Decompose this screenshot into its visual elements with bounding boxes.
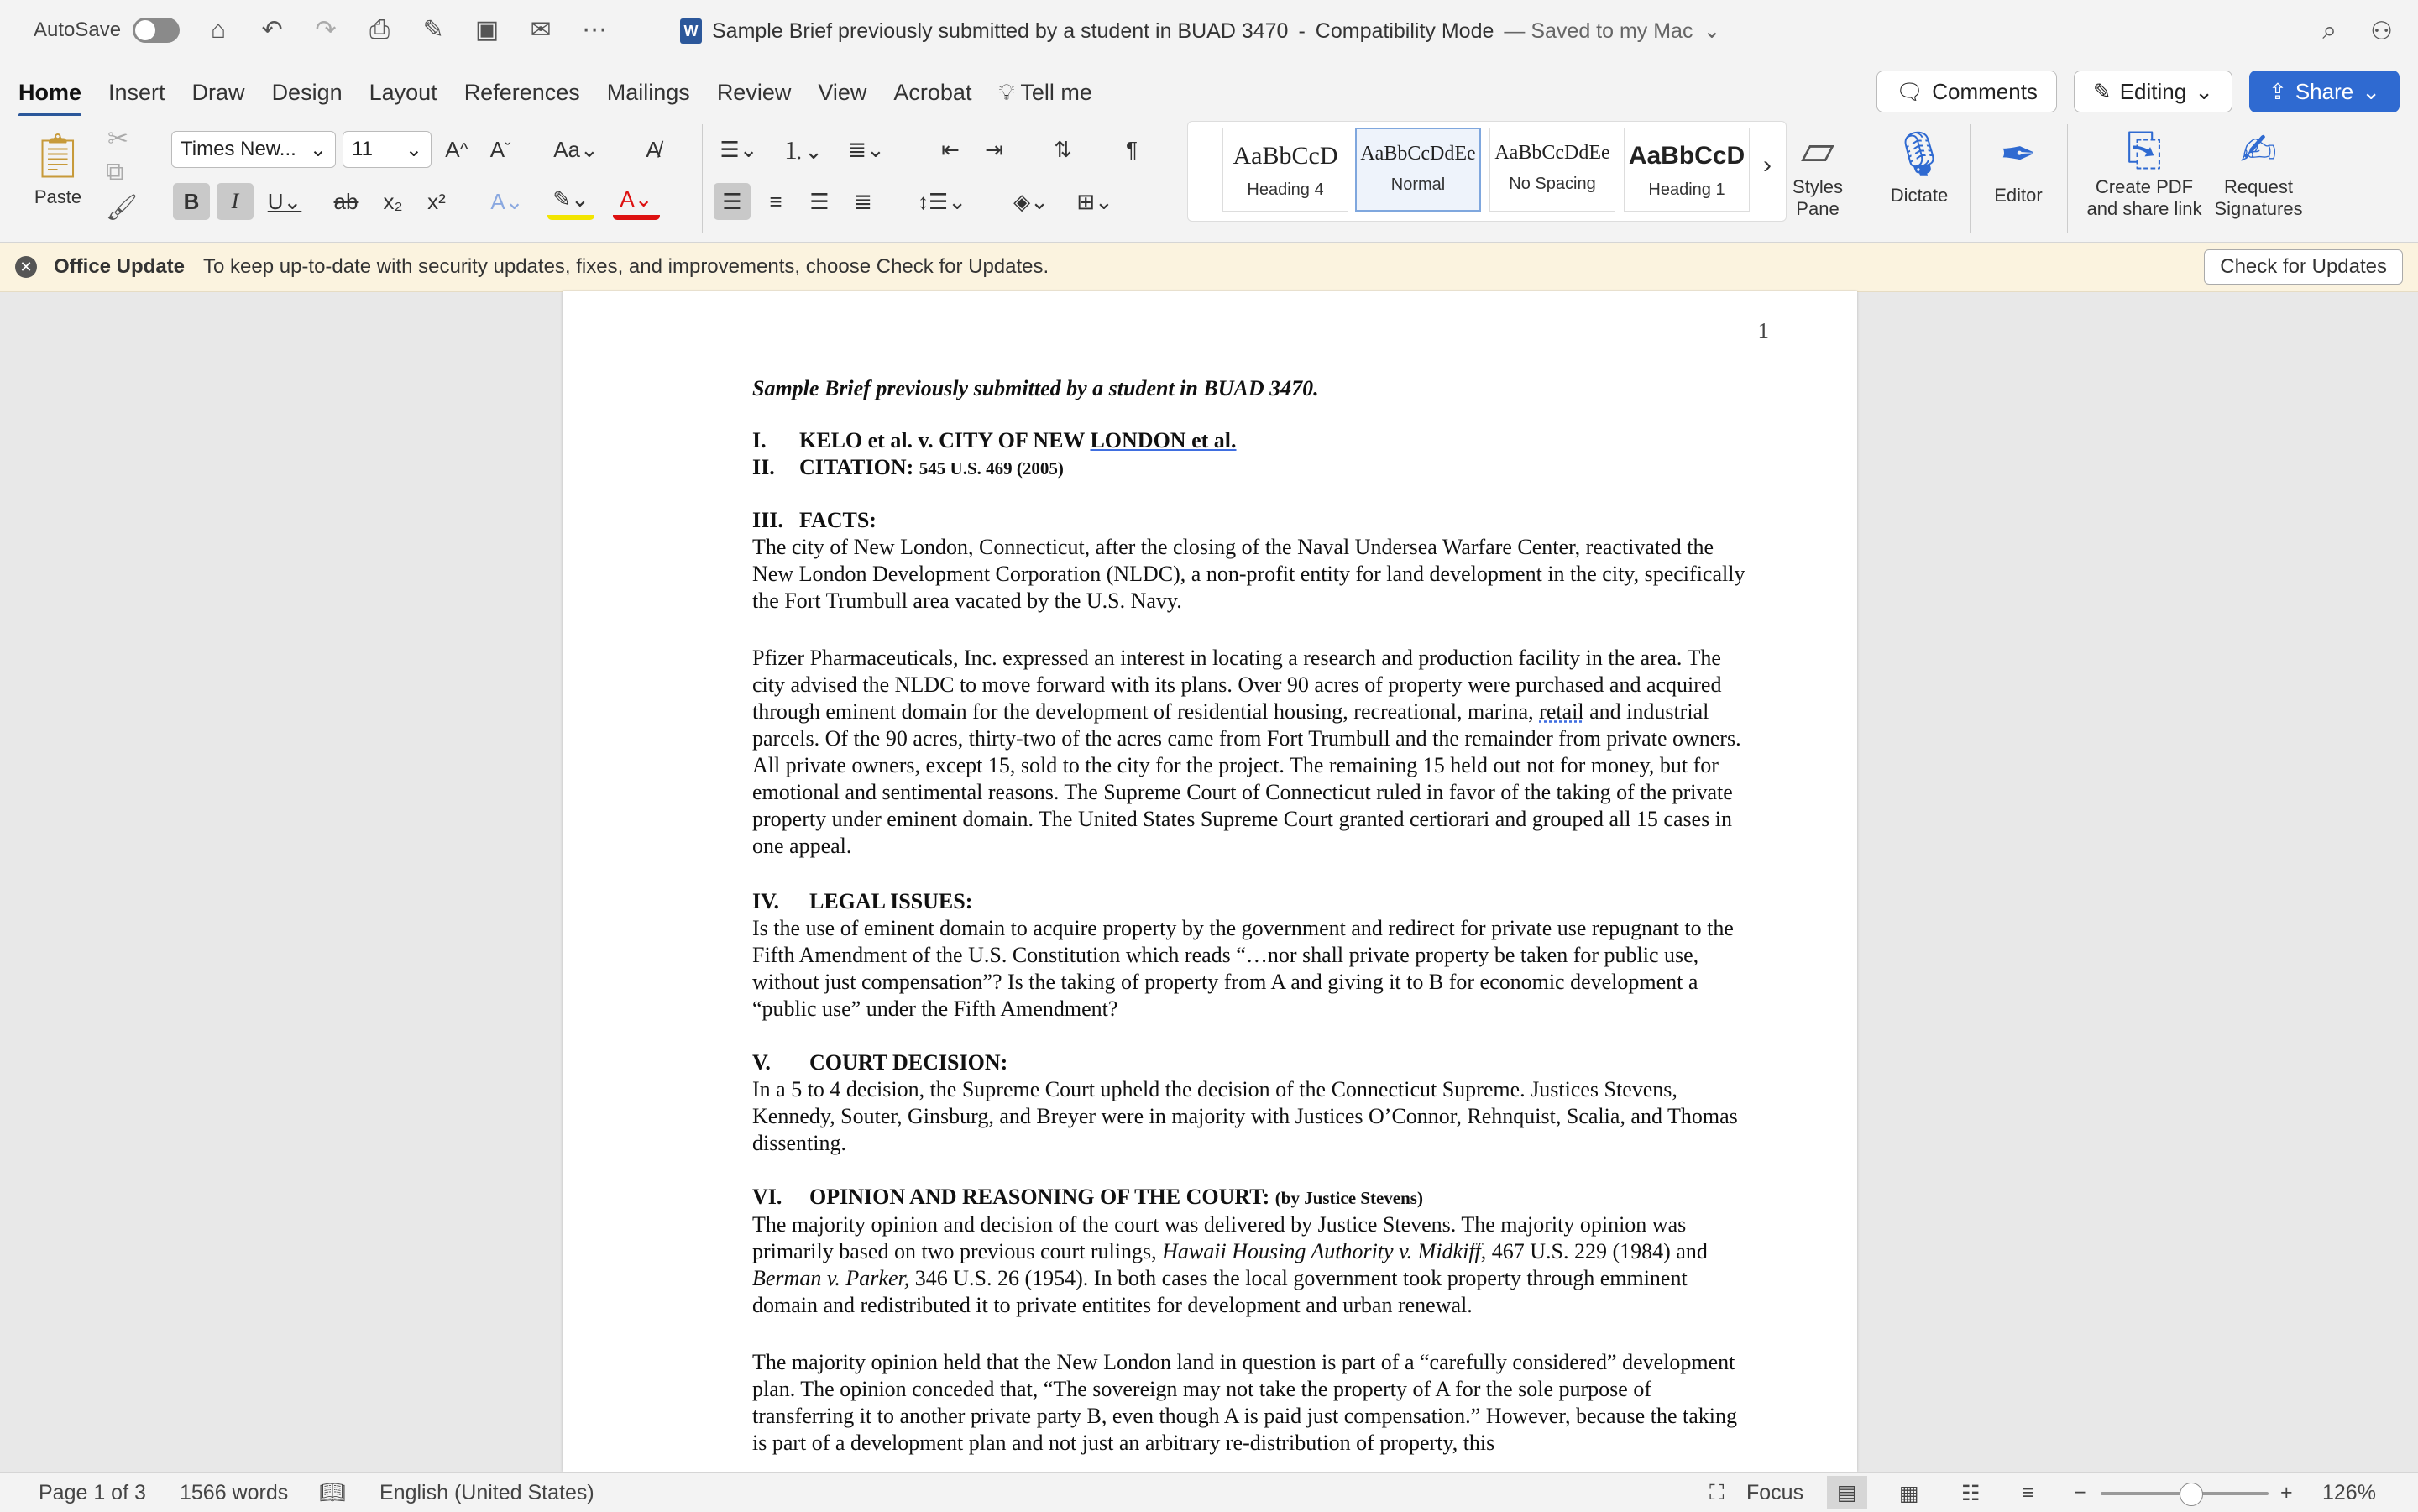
justify-button[interactable]: ≣ [854,188,872,214]
bold-button[interactable]: B [173,183,210,220]
heading-text: COURT DECISION: [809,1050,1008,1075]
shading-icon[interactable]: ◈⌄ [1013,188,1049,214]
facts-p2-part-a: Pfizer Pharmaceuticals, Inc. expressed an interest in locating a research and production facility in the area. The city advised the NLDC to move forward with its plans. Over 90 acres of property were purchased and acquired through eminent domain for the development of residential housing, recreational, marina, [752,646,1722,724]
case-name-b: LONDON et al. [1090,428,1237,453]
signature-icon: ✍ [2240,126,2277,175]
style-no-spacing[interactable] [1489,128,1615,212]
tab-design[interactable]: Design [271,80,343,105]
request-sig-label-2: Signatures [2214,198,2303,219]
line-spacing-icon[interactable]: ↕☰⌄ [917,188,967,214]
highlight-icon[interactable]: ✎⌄ [547,183,594,220]
tab-home[interactable]: Home [18,74,108,111]
zoom-in-icon[interactable]: + [2280,1481,2293,1504]
window-title[interactable] [680,18,1720,44]
font-size-value: 11 [352,138,373,160]
home-ribbon [0,116,2418,243]
document-title: Sample Brief previously submitted by a student in BUAD 3470 [712,18,1289,43]
style-label: Heading 1 [1648,180,1725,199]
facts-p2-flagged-word: retail [1539,699,1584,724]
compatibility-mode: Compatibility Mode [1315,18,1494,43]
paste-button[interactable] [20,126,96,208]
tab-draw[interactable]: Draw [191,80,245,105]
subscript-button[interactable]: x₂ [383,188,403,214]
draft-icon[interactable]: ≡ [2022,1481,2034,1504]
heading-text: OPINION AND REASONING OF THE COURT: [809,1185,1275,1209]
tell-me[interactable] [998,74,1118,111]
heading-text: LEGAL ISSUES: [809,889,973,913]
multilevel-list-icon[interactable]: ≣⌄ [848,136,885,162]
print-layout-icon[interactable]: ▤ [1827,1476,1867,1509]
heading-court-decision [752,1049,1751,1076]
change-case-icon[interactable]: Aa⌄ [553,136,599,162]
proofing-icon[interactable]: 📖︎ [319,1481,346,1504]
chevron-right-icon[interactable]: › [1763,151,1772,179]
focus-icon[interactable]: ⛶ [1709,1481,1725,1504]
underline-button[interactable]: U⌄ [267,188,302,214]
chevron-down-icon[interactable]: ⌄ [1703,19,1721,43]
title-bar [0,0,2418,67]
ribbon-actions [1876,71,2400,112]
op1-part-c: , 467 U.S. 229 (1984) and [1480,1239,1708,1263]
op1-part-a: The majority opinion and decision of the court was delivered by Justice Stevens. The majority opinion was primarily based on two previous court rulings, [752,1212,1687,1263]
check-for-updates-button[interactable]: Check for Updates [2204,249,2403,285]
outline-icon[interactable]: ☷ [1961,1482,1981,1505]
word-count[interactable]: 1566 words [180,1481,289,1504]
facts-p2-part-c: and industrial parcels. Of the 90 acres, thirty-two of the acres came from Fort Trumbull and the remainder from private owners. All private owners, except 15, sold to the city for the project. The remaining 15 held out not for money, but for emotional and sentimental reasons. The Supreme Court of Connecticut ruled in favor of the taking of the private property under eminent domain. The United States Supreme Court granted certiorari and grouped all 15 cases in one appeal. [752,699,1741,858]
microphone-icon: 🎙︎ [1891,130,1947,179]
zoom-out-icon[interactable]: − [2074,1481,2086,1504]
style-normal[interactable] [1355,128,1481,212]
facts-paragraph-1: The city of New London, Connecticut, after the closing of the Naval Undersea Warfare Center, reactivated the New London Development Corporation (NLDC), a non-profit entity for land development in the city, specifically the Fort Trumbull area vacated by the U.S. Navy. [752,535,1745,613]
op1-part-e: 346 U.S. 26 (1954). In both cases the local government took property through emminent domain and redistributed it to private entitites for development and urban renewal. [752,1266,1688,1317]
comment-icon: 🗨︎ [1896,78,1924,104]
style-label: No Spacing [1509,175,1596,193]
chevron-down-icon: ⌄ [405,138,422,161]
style-preview: AaBbCcD [1628,142,1745,170]
doc-title [752,375,1751,402]
document-body[interactable] [752,375,1751,1457]
share-icon: ⇪ [2269,78,2287,104]
tell-me-label: Tell me [1020,80,1092,105]
style-label: Heading 4 [1247,180,1324,199]
text-effects-icon[interactable]: A⌄ [490,188,524,214]
format-painter-icon[interactable]: 🖌︎ [106,194,139,222]
style-preview: AaBbCcDdEe [1360,143,1476,165]
tab-insert[interactable]: Insert [108,80,165,105]
style-preview: AaBbCcD [1233,142,1338,170]
op1-case-2: Berman v. Parker, [752,1266,910,1290]
focus-button[interactable]: Focus [1746,1481,1804,1504]
court-decision-paragraph: In a 5 to 4 decision, the Supreme Court upheld the decision of the Connecticut Supreme. Justices Stevens, Kennedy, Souter, Ginsburg, and Breyer were in majority with Justices O’Connor, Rehnquist, Scalia, and Thomas dissenting. [752,1077,1738,1155]
document-page[interactable] [563,291,1857,1472]
page-count[interactable]: Page 1 of 3 [39,1481,146,1504]
style-heading-4[interactable] [1222,128,1348,212]
opinion-paragraph-2: The majority opinion held that the New London land in question is part of a “carefully considered” development plan. The opinion conceded that, “The sovereign may not take the property of A for the sole purpose of transferring it to another private party B, even though A is paid just compensation.” However, because the taking is part of a development plan and not just an arbitrary re-distribution of property, this [752,1350,1737,1455]
style-preview: AaBbCcDdEe [1494,142,1610,164]
strikethrough-button[interactable]: ab [333,188,359,214]
title-separator: - [1298,18,1306,43]
italic-button[interactable]: I [217,183,254,220]
sort-icon[interactable]: ⇅ [1054,136,1072,162]
font-size-select[interactable] [343,131,432,168]
dictate-button[interactable] [1877,124,1961,207]
share-button[interactable] [2249,71,2400,112]
ribbon-tabs [18,74,1119,111]
doc-title-text: Sample Brief previously submitted by a student in BUAD 3470. [752,376,1319,400]
chevron-down-icon: ⌄ [2362,78,2380,104]
pencil-icon: ✎ [2092,78,2112,104]
chevron-down-icon: ⌄ [309,138,327,161]
tab-view[interactable]: View [818,80,867,105]
citation-label: CITATION: [799,455,919,479]
font-color-icon[interactable]: A⌄ [613,183,660,220]
heading-opinion [752,1184,1751,1211]
pilcrow-icon[interactable]: ¶ [1126,136,1138,162]
tab-layout[interactable]: Layout [369,80,437,105]
tab-acrobat[interactable]: Acrobat [893,80,972,105]
tab-review[interactable]: Review [716,80,792,105]
editing-label: Editing [2119,78,2187,104]
heading-note: (by Justice Stevens) [1274,1188,1423,1208]
align-right-button[interactable]: ☰ [809,188,830,214]
save-icon[interactable]: ▣ [474,16,500,44]
style-heading-1[interactable] [1624,128,1750,212]
heading-text: FACTS: [799,508,877,532]
chevron-down-icon: ⌄ [2195,78,2214,104]
zoom-level[interactable]: 126% [2322,1481,2376,1504]
cut-icon[interactable]: ✂ [107,125,129,153]
search-icon[interactable]: ⌕ [2322,17,2337,44]
comments-label: Comments [1932,78,2038,104]
request-signatures-button[interactable] [2211,124,2305,220]
create-pdf-button[interactable] [2077,124,2211,220]
legal-issues-paragraph: Is the use of eminent domain to acquire property by the government and redirect for private use repugnant to the Fifth Amendment of the U.S. Constitution which reads “…nor shall private property be taken for public use, without just compensation”? Is the taking of property from A and giving it to B for economic development a “public use” under the Fifth Amendment? [752,916,1734,1021]
create-pdf-label-2: and share link [2086,198,2202,219]
heading-number: VI. [752,1185,782,1209]
editor-pen-icon: ✒ [2000,130,2037,179]
heading-citation [752,454,1751,482]
print-icon[interactable]: ⎙ [369,15,390,44]
zoom-slider-knob[interactable] [2180,1483,2203,1506]
more-icon[interactable]: ⋯ [582,16,608,44]
pdf-icon: ⎘ [2127,126,2162,175]
align-left-button[interactable]: ☰ [714,183,751,220]
decrease-indent-icon[interactable]: ⇤ [941,136,960,162]
font-name-select[interactable] [171,131,336,168]
heading-legal-issues [752,888,1751,915]
create-pdf-label-1: Create PDF [2095,176,2194,197]
styles-pane-label-1: Styles [1793,176,1843,197]
clear-formatting-icon[interactable]: A̸ [646,136,661,162]
language[interactable]: English (United States) [379,1481,594,1504]
align-center-button[interactable]: ≡ [769,188,782,214]
paste-label: Paste [34,186,82,207]
word-doc-icon: W [680,18,702,44]
redo-icon[interactable]: ↷ [315,16,337,44]
tab-references[interactable]: References [463,80,580,105]
style-label: Normal [1390,175,1446,194]
dictate-label: Dictate [1890,185,1949,206]
editor-button[interactable] [1978,124,2059,207]
facts-paragraph-2 [752,645,1751,860]
quick-access-toolbar [34,15,610,44]
comments-button[interactable] [1876,71,2057,112]
borders-icon[interactable]: ⊞⌄ [1076,188,1113,214]
heading-number: III. [752,508,783,532]
web-layout-icon[interactable]: ▦ [1899,1482,1919,1505]
heading-number: II. [752,455,775,479]
opinion-paragraph-1 [752,1211,1751,1319]
lightbulb-icon: 💡︎ [998,80,1015,105]
heading-number: V. [752,1050,771,1075]
op1-case-1: Hawaii Housing Authority v. Midkiff [1162,1239,1481,1263]
message-title: Office Update [54,255,186,278]
clipboard-icon: 📋︎ [29,132,86,180]
grow-font-icon[interactable]: A ^ [445,136,468,162]
bullets-icon[interactable]: ☰⌄ [720,136,758,162]
save-status: — Saved to my Mac [1504,18,1693,43]
office-update-bar [0,243,2418,292]
message-text: To keep up-to-date with security updates, fixes, and improvements, choose Check for Updates. [203,255,1049,278]
save-as-icon[interactable]: ✎ [422,16,444,44]
editor-label: Editor [1994,185,2043,206]
status-bar [0,1472,2418,1512]
heading-number: IV. [752,889,780,913]
autosave-toggle[interactable] [133,18,180,43]
styles-pane-icon: ▱ [1801,126,1834,175]
citation-value: 545 U.S. 469 (2005) [919,458,1064,479]
numbering-icon[interactable]: ⒈⌄ [782,138,823,164]
styles-pane-label-2: Pane [1796,198,1840,219]
font-name-value: Times New... [181,138,296,160]
heading-case-name [752,427,1751,454]
heading-facts [752,507,1751,534]
close-icon[interactable]: ✕ [15,256,37,278]
tab-mailings[interactable]: Mailings [606,80,690,105]
superscript-button[interactable]: x² [427,188,446,214]
editing-button[interactable] [2074,71,2232,112]
titlebar-right [2322,17,2393,46]
heading-number: I. [752,428,767,453]
undo-icon[interactable]: ↶ [261,16,283,44]
case-name-a: KELO et al. v. CITY OF NEW [799,428,1091,453]
shrink-font-icon[interactable]: A ˇ [489,136,511,162]
page-number: 1 [1757,318,1769,343]
copy-icon[interactable]: ⧉ [106,158,124,186]
home-icon[interactable]: ⌂ [211,15,227,44]
mail-icon[interactable]: ✉ [530,16,552,44]
increase-indent-icon[interactable]: ⇥ [985,136,1003,162]
ribbon-tabs-bar [0,67,2418,116]
account-icon[interactable]: ⚇ [2370,18,2393,45]
autosave-label: AutoSave [34,18,122,41]
styles-pane-button[interactable] [1787,124,1849,220]
request-sig-label-1: Request [2224,176,2293,197]
share-label: Share [2295,78,2354,104]
